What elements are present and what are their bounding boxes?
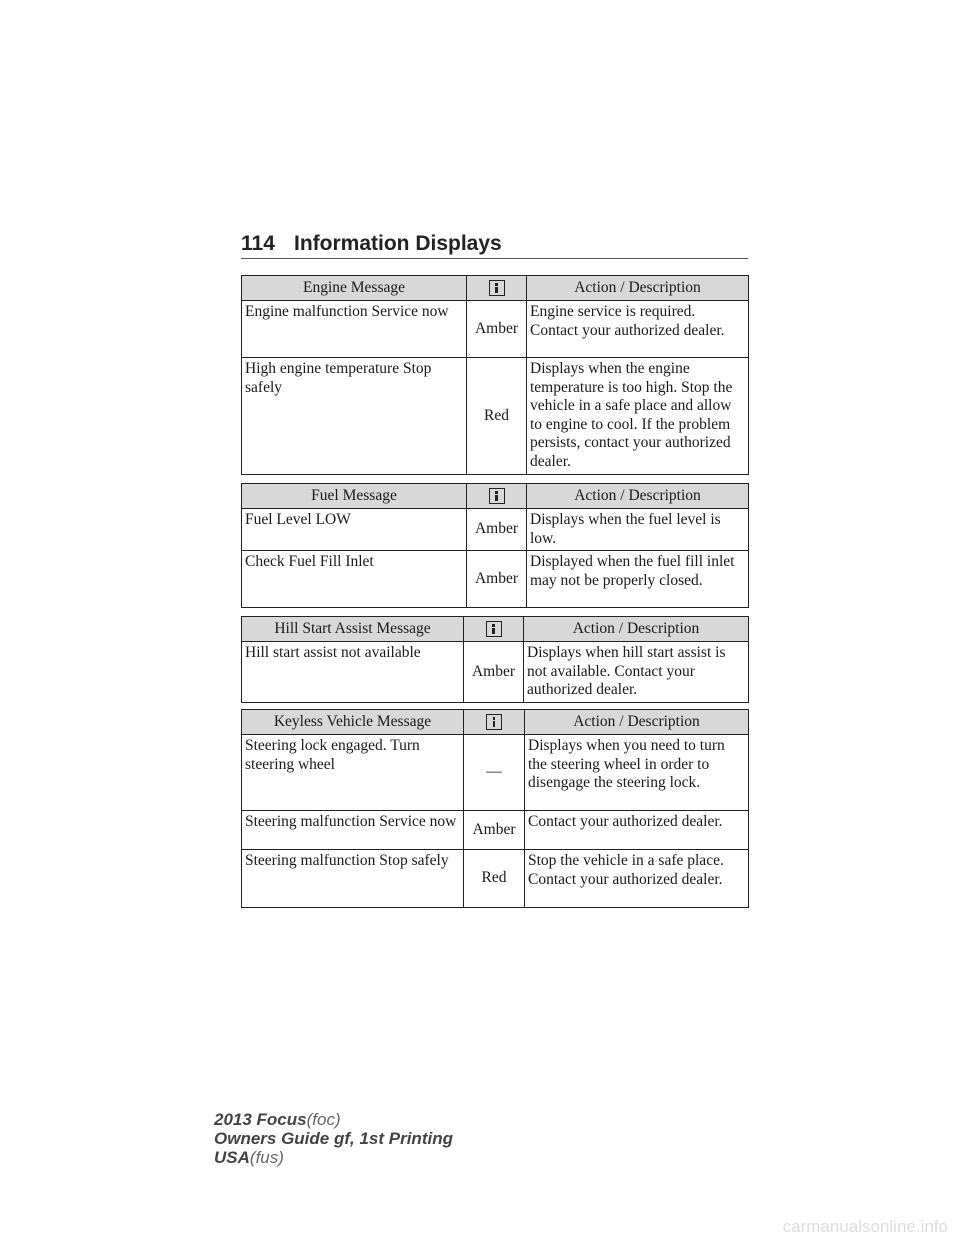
- table-row: [242, 358, 749, 475]
- message-cell: Check Fuel Fill Inlet: [242, 551, 467, 608]
- color-cell: Red: [467, 358, 527, 475]
- header-icon-cell: [467, 484, 527, 509]
- watermark: carmanualsonline.info: [782, 1217, 948, 1236]
- header-message: Keyless Vehicle Message: [242, 710, 464, 735]
- header-icon-cell: [467, 276, 527, 301]
- action-cell: Contact your authorized dealer.: [525, 811, 749, 850]
- print-footer: [214, 1110, 453, 1167]
- keyless-vehicle-message-table: [241, 709, 749, 908]
- header-action: Action / Description: [524, 617, 749, 642]
- footer-model-code: (foc): [306, 1110, 341, 1129]
- message-cell: Engine malfunction Service now: [242, 301, 467, 358]
- header-action: Action / Description: [527, 484, 749, 509]
- footer-market: USA: [214, 1148, 250, 1167]
- action-cell: Displays when hill start assist is not available. Contact your authorized dealer.: [524, 642, 749, 703]
- color-cell: Amber: [464, 642, 524, 703]
- color-cell: Amber: [467, 301, 527, 358]
- page-number: 114: [241, 232, 275, 255]
- section-title: Information Displays: [294, 232, 502, 255]
- color-cell: Amber: [467, 509, 527, 551]
- message-cell: Hill start assist not available: [242, 642, 464, 703]
- header-message: Engine Message: [242, 276, 467, 301]
- action-cell: Stop the vehicle in a safe place. Contact your authorized dealer.: [525, 850, 749, 908]
- table-row: [242, 811, 749, 850]
- header-icon-cell: [464, 710, 525, 735]
- table-row: [242, 850, 749, 908]
- info-icon: [486, 621, 502, 637]
- info-icon: [489, 280, 505, 296]
- footer-line-1: [214, 1110, 453, 1129]
- message-cell: Steering malfunction Stop safely: [242, 850, 464, 908]
- info-icon: [486, 714, 502, 730]
- color-cell: Red: [464, 850, 525, 908]
- color-cell: —: [464, 735, 525, 811]
- action-cell: Displays when the engine temperature is too high. Stop the vehicle in a safe place and allow to engine to cool. If the problem persists, contact your authorized dealer.: [527, 358, 749, 475]
- color-cell: Amber: [464, 811, 525, 850]
- header-message: Hill Start Assist Message: [242, 617, 464, 642]
- action-cell: Engine service is required. Contact your authorized dealer.: [527, 301, 749, 358]
- table-row: [242, 551, 749, 608]
- action-cell: Displays when the fuel level is low.: [527, 509, 749, 551]
- color-cell: Amber: [467, 551, 527, 608]
- message-cell: Steering malfunction Service now: [242, 811, 464, 850]
- table-row: [242, 735, 749, 811]
- table-header-row: [242, 710, 749, 735]
- table-header-row: [242, 484, 749, 509]
- engine-message-table: [241, 275, 749, 475]
- action-cell: Displayed when the fuel fill inlet may not be properly closed.: [527, 551, 749, 608]
- hill-start-assist-message-table: [241, 616, 749, 703]
- table-header-row: [242, 617, 749, 642]
- info-icon: [489, 488, 505, 504]
- footer-guide: Owners Guide gf, 1st Printing: [214, 1129, 453, 1148]
- table-header-row: [242, 276, 749, 301]
- page-header: [241, 228, 748, 259]
- footer-line-2: [214, 1129, 453, 1148]
- header-message: Fuel Message: [242, 484, 467, 509]
- table-row: [242, 509, 749, 551]
- header-icon-cell: [464, 617, 524, 642]
- header-action: Action / Description: [525, 710, 749, 735]
- table-row: [242, 642, 749, 703]
- table-row: [242, 301, 749, 358]
- footer-model: 2013 Focus: [214, 1110, 307, 1129]
- message-cell: Fuel Level LOW: [242, 509, 467, 551]
- fuel-message-table: [241, 483, 749, 608]
- message-cell: Steering lock engaged. Turn steering wheel: [242, 735, 464, 811]
- action-cell: Displays when you need to turn the steering wheel in order to disengage the steering lock.: [525, 735, 749, 811]
- footer-line-3: [214, 1148, 453, 1167]
- header-action: Action / Description: [527, 276, 749, 301]
- footer-market-code: (fus): [249, 1148, 284, 1167]
- message-cell: High engine temperature Stop safely: [242, 358, 467, 475]
